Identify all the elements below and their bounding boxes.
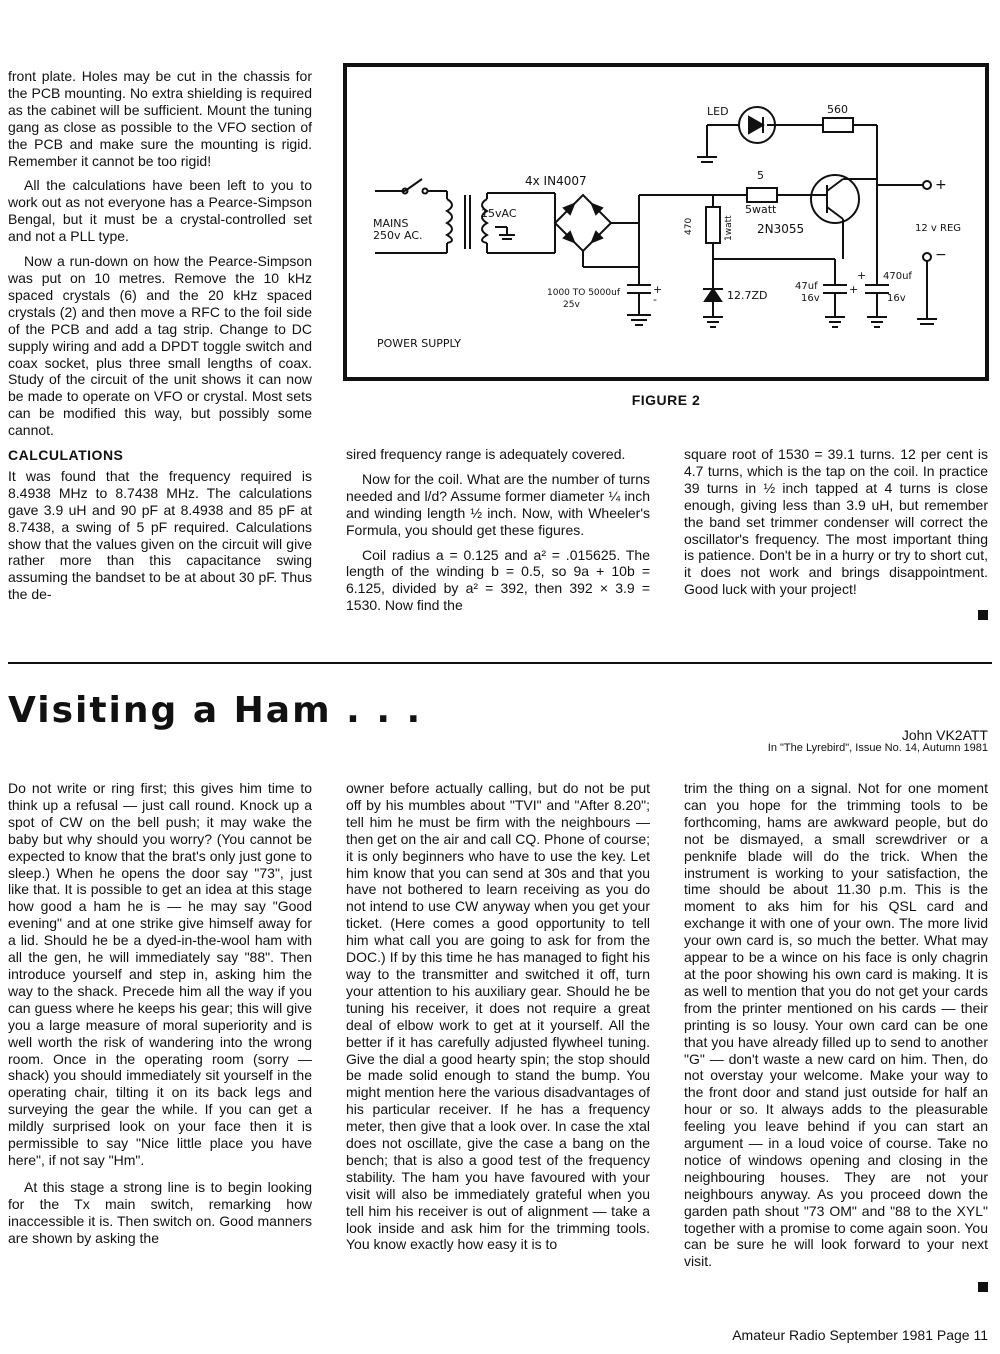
label-12v-reg: 12 v REG [915, 223, 962, 234]
article-column-1 [8, 780, 312, 1254]
plus-sign: + [857, 269, 867, 282]
end-mark-icon [978, 610, 988, 620]
label-mains: MAINS [373, 217, 409, 230]
label-c47: 47uf [795, 281, 818, 292]
label-r470: 470 [684, 217, 694, 235]
section-heading: CALCULATIONS [8, 447, 124, 464]
label-c470-voltage: 16v [887, 293, 906, 304]
top-column-2 [346, 446, 650, 622]
article-column-3 [684, 780, 988, 1292]
paragraph: front plate. Holes may be cut in the chassis for the PCB mounting. No extra shielding is required as the cabinet will be sufficient. Mount the tuning gang as close as possible to the VFO section of the PCB and make sure the mounting is rigid. Remember it cannot be too rigid! [8, 68, 312, 169]
paragraph: It was found that the frequency required is 8.4938 MHz to 8.7438 MHz. The calculations gave 3.9 uH and 90 pF at 8.4938 and 85 pF at 8.7438, a swing of 5 pF required. Calculations show that the values given on the circuit will give rather more than this capacitance swing assuming the bandset to be at about 30 pF. Thus the de- [8, 467, 312, 603]
schematic-figure [343, 63, 989, 381]
paragraph: owner before actually calling, but do not be put off by his mumbles about "TVI" and "After 8.20"; tell him he must be firm with the neighbours — then get on the air and call CQ. Phone of course; it is only beginners who have to use the key. Let him know that you can send at 30s and that you have not bothered to learn receiving as you do not intend to use CW anyway when you get your ticket. (Here comes a good opportunity to tell him what call you are going to ask for from the DOC.) If by this time he has managed to fight his way to the transmitter and switched it off, turn your attention to his auxiliary gear. Should he be tuning his receiver, it does not require a great deal of elbow work to get at it yourself. All the better if it has carefully adjusted flywheel tuning. Give the dial a good hearty spin; the stop should be made solid enough to stand the bump. You might mention here the various disadvantages of his particular receiver. If he has a frequency meter, then give that a look over. In case the xtal does not oscillate, give the case a bang on the bench; that is also a good test of the frequency stability. The ham you have favoured with your visit will also be immediately grateful when you tell him his receiver is out of alignment — take a look inside and ask him for the trimming tools. You know exactly how easy it is to [346, 780, 650, 1253]
label-r5-watt: 5watt [745, 203, 777, 216]
figure-caption: FIGURE 2 [631, 392, 701, 408]
label-mains-voltage: 250v AC. [373, 229, 423, 242]
paragraph: sired frequency range is adequately covered. [346, 446, 626, 462]
paragraph: Now for the coil. What are the number of turns needed and l/d? Assume former diameter ¼ inch and winding length ½ inch. Now, with Wheeler's Formula, you should get these figures. [346, 470, 650, 538]
article-author: John VK2ATT [901, 727, 988, 743]
label-c470: 470uf [883, 271, 912, 282]
paragraph: Do not write or ring first; this gives him time to think up a refusal — just call round. Knock up a spot of CW on the bell push; it may wake the baby but why should you worry? (You cannot be expected to know that the brat's only just gone to sleep.) When he opens the door say "73", just like that. It is possible to get an idea at this stage how good a ham he is — he may say "Good evening" and at one strike give himself away for a lid. Should he be a dyed-in-the-wool ham with all the gen, he will immediately say "88". Then introduce yourself and step in, asking him the way to the shack. Precede him all the way if you can guess where he keeps his gear; this will give you a large measure of moral superiority and is well worth the risk of wandering into the wrong room. Once in the operating room (sorry — shack) you should immediately sit yourself in the operating chair, tilting it on its back legs and surveying the gear the while. If you can get a mildly surprised look on your face then it is permissible to say "Nice little place you have here", if not say "Hm". [8, 780, 312, 1168]
paragraph: Now a run-down on how the Pearce-Simpson was put on 10 metres. Remove the 10 kHz spaced crystals (6) and the 20 kHz spaced crystals (2) and then move a RFC to the foil side of the PCB and add a tag strip. Change to DC supply wiring and add a DPDT toggle switch and coax socket, plus three small lengths of coax. Study of the circuit of the unit shows it can now be made to operate on VFO or crystal. Most sets can be modified this way, but possibly some cannot. [8, 253, 312, 439]
plus-sign: + [653, 283, 663, 296]
paragraph: Coil radius a = 0.125 and a² = .015625. The length of the winding b = 0.5, so 9a + 10b = 6.125, divided by a² = 392, then 392 × 3.9 = 1530. Now find the [346, 546, 650, 614]
top-column-3 [684, 446, 988, 620]
article-column-2 [346, 780, 650, 1261]
minus-sign: - [653, 293, 657, 306]
label-power-supply: POWER SUPPLY [377, 337, 461, 350]
label-main-cap: 1000 TO 5000uf [547, 288, 620, 298]
label-output-minus: − [935, 247, 947, 263]
page-footer: Amateur Radio September 1981 Page 11 [732, 1327, 988, 1343]
top-column-1 [8, 68, 312, 611]
label-diodes: 4x IN4007 [525, 174, 587, 188]
label-output-plus: + [935, 177, 947, 193]
paragraph: All the calculations have been left to you to work out as not everyone has a Pearce-Simpson Bengal, but it must be a crystal-controlled set and not a PLL type. [8, 177, 312, 245]
label-r560: 560 [827, 103, 848, 116]
power-supply-schematic [347, 67, 985, 377]
label-c47-voltage: 16v [801, 293, 820, 304]
label-transistor: 2N3055 [757, 222, 805, 236]
label-15vac: 15vAC [481, 207, 517, 220]
paragraph: At this stage a strong line is to begin looking for the Tx main switch, remarking how inaccessible it is. Then switch on. Good manners are shown by asking the [8, 1178, 312, 1246]
label-led: LED [707, 105, 729, 118]
article-title: Visiting a Ham . . . [8, 690, 423, 731]
label-main-cap-voltage: 25v [563, 300, 580, 310]
end-mark-icon [978, 1282, 988, 1292]
plus-sign: + [849, 283, 859, 296]
label-zener: 12.7ZD [727, 289, 768, 302]
section-divider [8, 662, 992, 664]
label-r470-watt: 1watt [724, 215, 734, 241]
article-source: In "The Lyrebird", Issue No. 14, Autumn 1981 [767, 742, 988, 754]
paragraph: trim the thing on a signal. Not for one moment can you hope for the trimming tools to be forthcoming, hams are awkward people, but do not be dismayed, a small screwdriver or a penknife blade will do the trick. When the instrument is working to your satisfaction, the time should be about 11.30 p.m. This is the moment to aks him for his QSL card and exchange it with one of your own. The more livid your own card is, so much the better. What may appear to be a wince on his face is only chagrin at the poor showing his own card is making. It is as well to mention that you do not get your cards from the printer mentioned on his cards — their printing is so lousy. Your own card can be one that you have already filled up to send to another "G" — don't waste a new card on him. Then, do not overstay your welcome. Make your way to the front door and stand just outside for half an hour or so. It always adds to the pleasurable feeling you leave behind if you can start an argument — in a loud voice of course. Take no notice of windows opening and closing in the neighbouring houses. They are not your neighbours anyway. As you proceed down the garden path shout "73 OM" and "88 to the XYL" together with a promise to come again soon. You can be sure he will look forward to your next visit. [684, 780, 988, 1270]
label-r5: 5 [757, 169, 764, 182]
paragraph: square root of 1530 = 39.1 turns. 12 per cent is 4.7 turns, which is the tap on the coil. In practice 39 turns in ½ inch tapped at 4 turns is close enough, giving less than 3.9 uH, but remember the band set trimmer condenser will correct the oscillator's frequency. The most important thing is patience. Don't be in a hurry or try to short cut, it does not work and brings disappointment. Good luck with your project! [684, 446, 988, 598]
